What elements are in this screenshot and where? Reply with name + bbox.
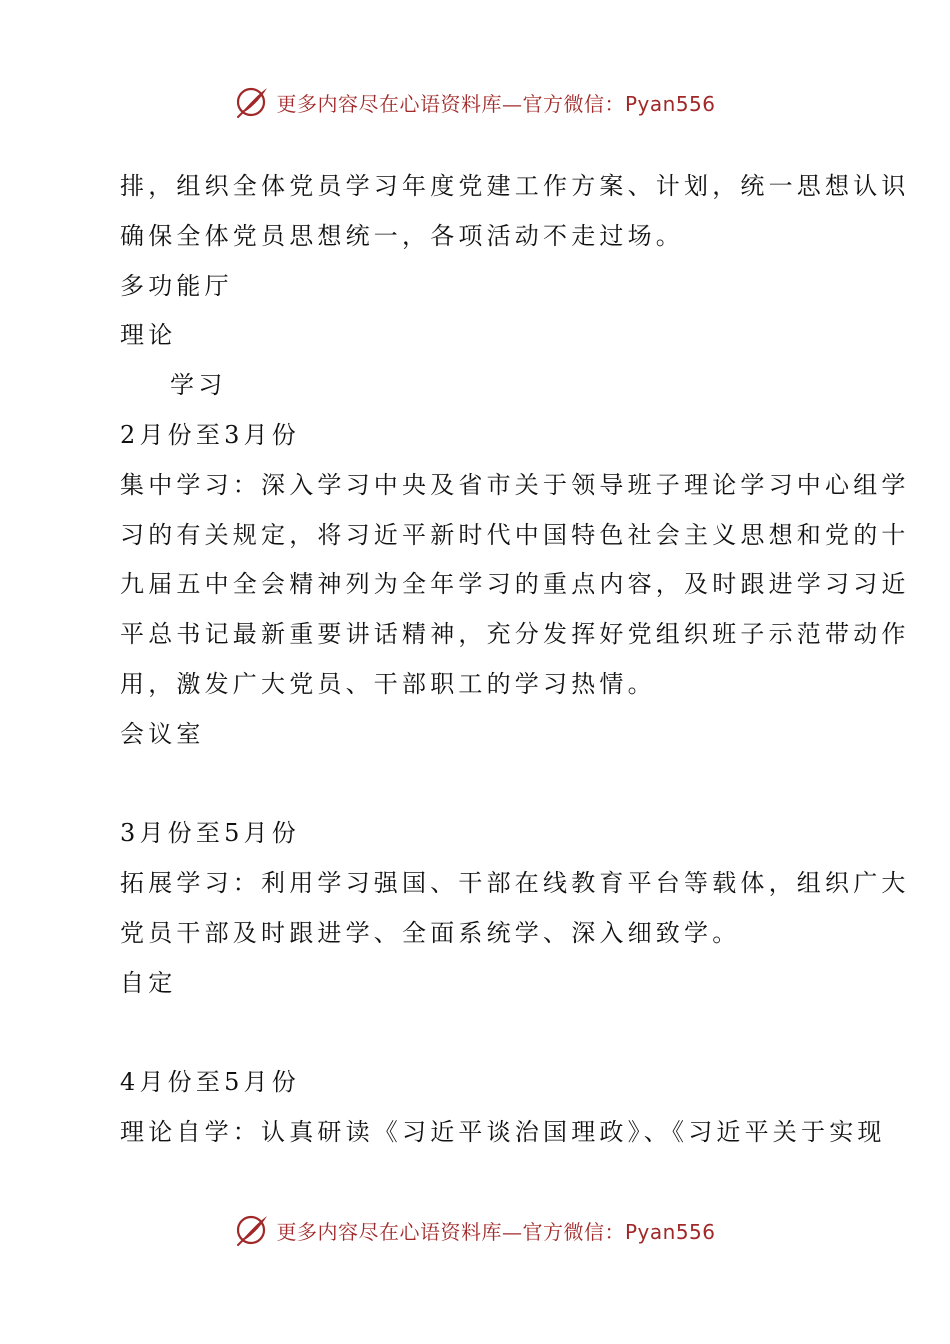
- venue-line: 会议室: [120, 719, 205, 748]
- venue-line: 自定: [120, 968, 177, 997]
- header-wechat-id: Pyan556: [624, 91, 716, 116]
- footer-banner-label: 更多内容尽在心语资料库—官方微信：: [276, 1219, 625, 1244]
- body-line: 理论自学：认真研读《习近平谈治国理政》、《习近平关于实现: [120, 1118, 886, 1147]
- date-range-line: 3月份至5月份: [120, 819, 300, 848]
- body-line: 确保全体党员思想统一，各项活动不走过场。: [120, 221, 684, 250]
- document-body: [120, 162, 910, 1158]
- date-range-line: 4月份至5月份: [120, 1068, 300, 1097]
- body-line: 九届五中全会精神列为全年学习的重点内容，及时跟进学习习近: [120, 570, 910, 599]
- category-line: 理论: [120, 321, 177, 350]
- header-banner-text: [276, 88, 715, 117]
- venue-line: 多功能厅: [120, 271, 233, 300]
- header-banner: [0, 80, 950, 124]
- body-line: 用，激发广大党员、干部职工的学习热情。: [120, 669, 656, 698]
- header-banner-label: 更多内容尽在心语资料库—官方微信：: [276, 91, 625, 116]
- quill-logo-icon: [234, 1212, 270, 1248]
- blank-line: [120, 1009, 840, 1059]
- category-line: 学习: [170, 371, 227, 400]
- blank-line: [120, 760, 840, 810]
- body-line: 习的有关规定，将习近平新时代中国特色社会主义思想和党的十: [120, 520, 910, 549]
- footer-banner: [0, 1208, 950, 1252]
- body-line: 平总书记最新重要讲话精神，充分发挥好党组织班子示范带动作: [120, 620, 910, 649]
- body-line: 拓展学习：利用学习强国、干部在线教育平台等载体，组织广大: [120, 869, 910, 898]
- quill-logo-icon: [234, 84, 270, 120]
- body-line: 排，组织全体党员学习年度党建工作方案、计划，统一思想认识: [120, 172, 910, 200]
- body-line: 集中学习：深入学习中央及省市关于领导班子理论学习中心组学: [120, 470, 910, 499]
- body-line: 党员干部及时跟进学、全面系统学、深入细致学。: [120, 918, 741, 947]
- footer-wechat-id: Pyan556: [624, 1219, 716, 1244]
- date-range-line: 2月份至3月份: [120, 420, 300, 449]
- footer-banner-text: [276, 1216, 715, 1245]
